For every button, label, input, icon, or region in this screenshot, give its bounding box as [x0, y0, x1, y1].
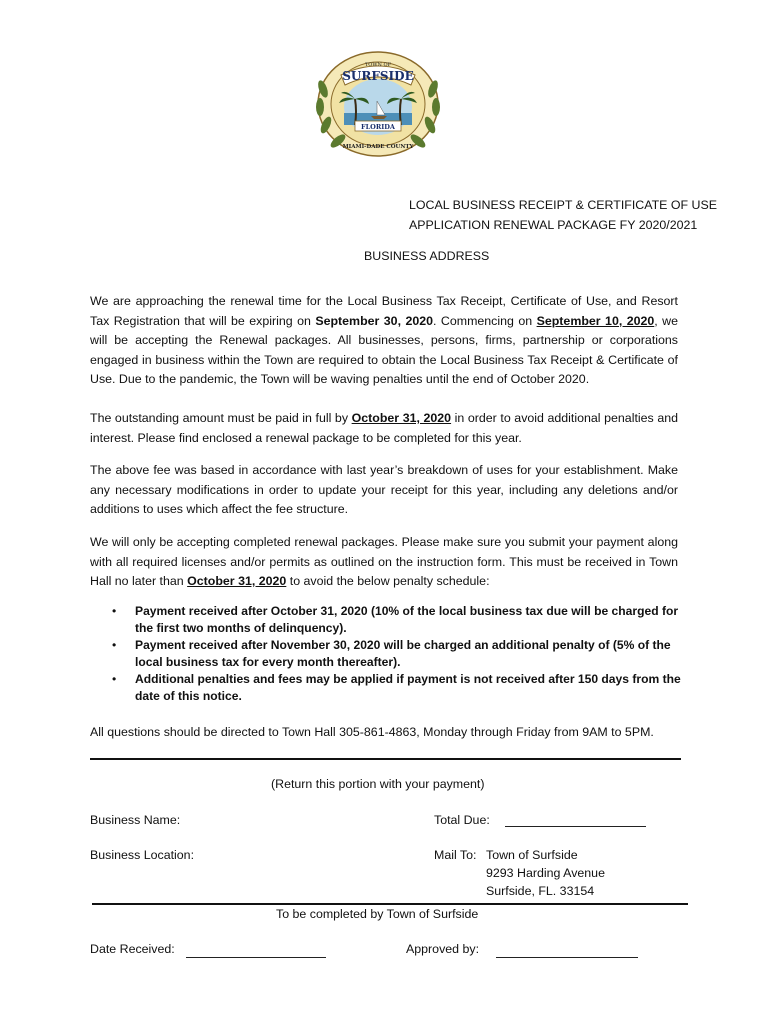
- p2-text-a: The outstanding amount must be paid in full by: [90, 411, 352, 425]
- p1-text-e: , we will be accepting the Renewal packages. All businesses, persons, firms, partnership or corporations engaged in business within the Town are required to obtain the Local Business Tax Receipt & Certificate of Use. Due to the pandemic, the Town will be waving penalties until the end of October 2020.: [90, 313, 679, 386]
- bullet-text: Additional penalties and fees may be applied if payment is not received after 150 days from the date of this notice.: [135, 672, 681, 703]
- approved-by-field[interactable]: [496, 957, 638, 958]
- p1-start-date: September 10, 2020: [536, 313, 655, 328]
- mail-to-line-3: Surfside, FL. 33154: [486, 884, 595, 898]
- total-due-label: Total Due:: [434, 813, 490, 827]
- p4-text-c: to avoid the below penalty schedule:: [286, 574, 490, 588]
- paragraph-accepting-packages: [90, 533, 678, 592]
- list-item: [90, 637, 690, 671]
- heading-line-2: APPLICATION RENEWAL PACKAGE FY 2020/2021: [409, 217, 698, 232]
- bullet-text: Payment received after October 31, 2020 (10% of the local business tax due will be charged for the first two months of delinquency).: [135, 604, 679, 635]
- p4-text-a: We will only be accepting completed renewal packages. Please make sure you submit your payment along with all required licenses and/or permits as outlined on the instruction form. This must be received in Town Hall no later than: [90, 535, 678, 588]
- divider: [92, 903, 688, 905]
- contact-info: All questions should be directed to Town Hall 305-861-4863, Monday through Friday from 9AM to 5PM.: [90, 725, 654, 739]
- p4-deadline-date: October 31, 2020: [187, 574, 287, 588]
- town-seal: [311, 49, 445, 159]
- paragraph-fee-basis: The above fee was based in accordance with last year’s breakdown of uses for your establishment. Make any necessary modifications in order to update your receipt for this year, including any deletions and/or additions to uses which affect the fee structure.: [90, 463, 678, 516]
- mail-to-line-2: 9293 Harding Avenue: [486, 866, 605, 880]
- date-received-label: Date Received:: [90, 942, 175, 956]
- divider: [90, 758, 681, 760]
- paragraph-renewal-notice: [90, 292, 678, 390]
- bullet-icon: •: [112, 672, 117, 686]
- p1-text-c: . Commencing on: [433, 313, 537, 328]
- business-name-label: Business Name:: [90, 813, 181, 827]
- list-item: [90, 603, 690, 637]
- bullet-icon: •: [112, 638, 117, 652]
- p1-text-a: We are approaching the renewal time for the Local Business Tax Receipt, Certificate of Use, and Resort Tax Registration that will be expiring on: [90, 294, 678, 328]
- mail-to-line-1: Town of Surfside: [486, 848, 578, 862]
- office-use-heading: To be completed by Town of Surfside: [276, 907, 479, 921]
- seal-name: SURFSIDE: [342, 69, 414, 83]
- seal-logo: [311, 49, 445, 159]
- document-heading: [409, 196, 717, 235]
- heading-line-1: LOCAL BUSINESS RECEIPT & CERTIFICATE OF USE: [409, 198, 717, 212]
- penalty-schedule-list: [90, 603, 690, 705]
- bullet-icon: •: [112, 604, 117, 618]
- p2-text-c: in order to avoid additional penalties and interest. Please find enclosed a renewal package to be completed for this year.: [90, 411, 678, 445]
- mail-to-label: Mail To:: [434, 848, 477, 862]
- approved-by-label: Approved by:: [406, 942, 480, 956]
- seal-county: MIAMI-DADE COUNTY: [342, 144, 414, 150]
- total-due-field[interactable]: [505, 826, 646, 827]
- p2-deadline-date: October 31, 2020: [351, 411, 452, 425]
- seal-state: FLORIDA: [361, 123, 395, 131]
- business-location-label: Business Location:: [90, 848, 195, 862]
- paragraph-payment-deadline: [90, 409, 678, 448]
- list-item: [90, 671, 690, 705]
- business-address-label: BUSINESS ADDRESS: [364, 249, 490, 263]
- p1-expiry-date: September 30, 2020: [315, 313, 434, 328]
- date-received-field[interactable]: [186, 957, 326, 958]
- return-portion-note: (Return this portion with your payment): [271, 777, 485, 791]
- bullet-text: Payment received after November 30, 2020 will be charged an additional penalty of (5% of the local business tax for every month thereafter).: [135, 638, 671, 669]
- seal-text-top: TOWN OF: [364, 62, 392, 68]
